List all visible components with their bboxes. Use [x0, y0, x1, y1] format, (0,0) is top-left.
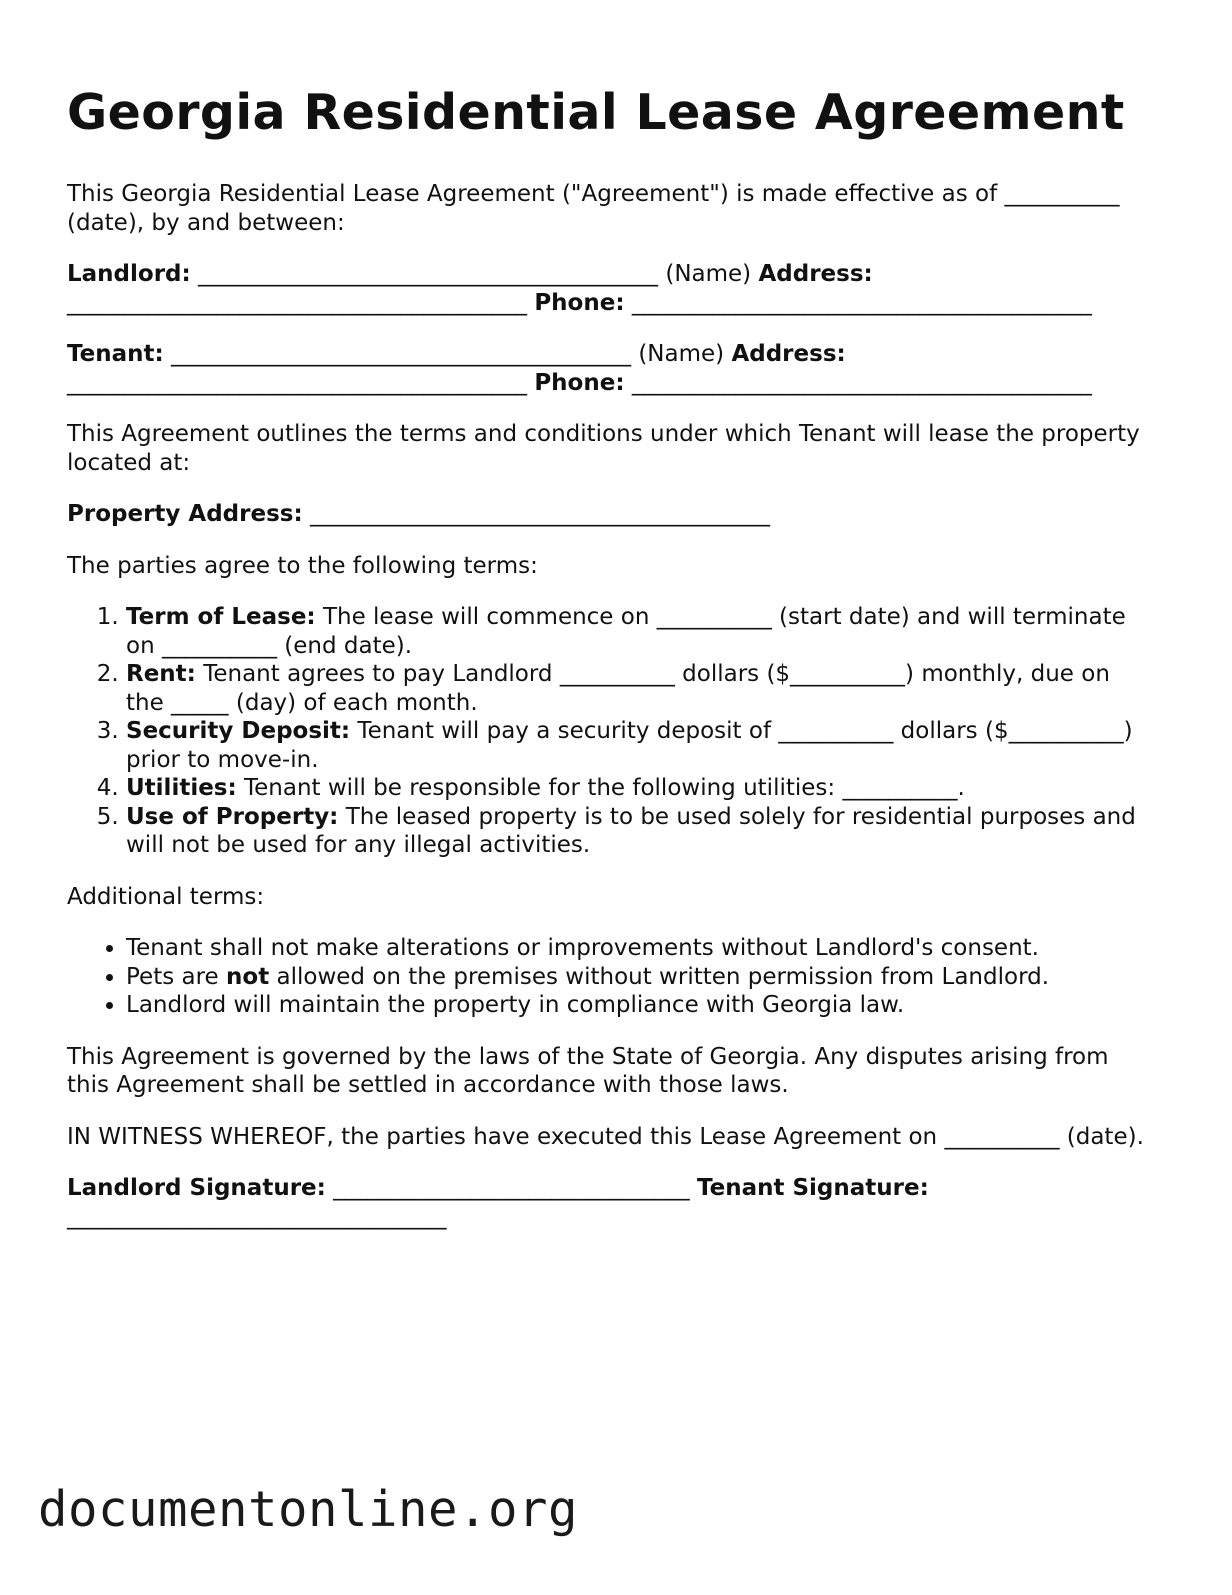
landlord-signature-blank[interactable]: _______________________________: [333, 1175, 690, 1201]
tenant-name-note: (Name): [638, 341, 725, 367]
tenant-signature-label: Tenant Signature:: [696, 1175, 929, 1201]
tenant-label: Tenant:: [67, 341, 164, 367]
term-text: The leased property is to be used solely for residential purposes and will not be used for any illegal activities.: [126, 803, 1136, 858]
property-address-label: Property Address:: [67, 501, 303, 527]
landlord-label: Landlord:: [67, 261, 191, 287]
landlord-address-blank[interactable]: ________________________________________: [67, 289, 527, 316]
additional-term-item: [126, 963, 1152, 992]
pets-text-after: allowed on the premises without written permission from Landlord.: [269, 963, 1050, 990]
landlord-block: [67, 260, 1152, 317]
term-text: Tenant will pay a security deposit of __________ dollars ($__________) prior to move-in.: [126, 718, 1133, 773]
tenant-address-blank[interactable]: ________________________________________: [67, 369, 527, 396]
term-label: Use of Property:: [126, 803, 339, 830]
tenant-block: [67, 340, 1152, 397]
tenant-address-label: Address:: [731, 341, 846, 367]
term-label: Utilities:: [126, 775, 237, 801]
terms-list: [67, 603, 1152, 860]
term-label: Security Deposit:: [126, 718, 351, 744]
additional-term-item: • Landlord will maintain the property in compliance with Georgia law.: [126, 991, 1152, 1020]
term-label: Term of Lease:: [126, 604, 316, 630]
property-address-line: [67, 500, 1152, 529]
pets-emphasis: not: [226, 963, 270, 990]
landlord-phone-label: Phone:: [534, 289, 625, 316]
site-watermark: documentonline.org: [38, 1481, 579, 1538]
document-title: Georgia Residential Lease Agreement: [67, 84, 1125, 141]
additional-terms-list: [67, 934, 1152, 1020]
tenant-phone-blank[interactable]: ________________________________________: [631, 369, 1092, 396]
term-item: [126, 603, 1152, 660]
term-text: Tenant agrees to pay Landlord __________ dollars ($__________) monthly, due on the _____ (day) of each month.: [126, 661, 1110, 716]
intro-text-before: This Georgia Residential Lease Agreement ("Agreement") is made effective as of: [67, 181, 1005, 207]
witness-paragraph: IN WITNESS WHEREOF, the parties have executed this Lease Agreement on __________ (date).: [67, 1123, 1144, 1150]
tenant-name-blank[interactable]: ________________________________________: [171, 341, 632, 367]
landlord-phone-blank[interactable]: ________________________________________: [631, 289, 1092, 316]
term-item: [126, 774, 1152, 803]
term-item: [126, 660, 1152, 717]
term-text: Tenant will be responsible for the following utilities: __________.: [236, 775, 965, 801]
term-item: [126, 803, 1152, 860]
tenant-phone-label: Phone:: [534, 369, 625, 396]
additional-terms-label: Additional terms:: [67, 883, 265, 910]
additional-term-item: • Tenant shall not make alterations or improvements without Landlord's consent.: [126, 934, 1152, 963]
governing-law-paragraph: This Agreement is governed by the laws of the State of Georgia. Any disputes arising from this Agreement shall be settled in accordance with those laws.: [67, 1043, 1109, 1098]
signature-block: [67, 1174, 1152, 1231]
landlord-name-note: (Name): [665, 261, 752, 287]
document-page: [67, 80, 1152, 1254]
landlord-address-label: Address:: [758, 261, 873, 287]
landlord-signature-label: Landlord Signature:: [67, 1175, 326, 1201]
tenant-signature-blank[interactable]: _________________________________: [67, 1203, 447, 1230]
term-text: The lease will commence on __________ (start date) and will terminate on __________ (end date).: [126, 604, 1126, 659]
terms-intro: The parties agree to the following terms:: [67, 552, 538, 579]
outline-paragraph: This Agreement outlines the terms and conditions under which Tenant will lease the property located at:: [67, 421, 1140, 476]
property-address-blank[interactable]: ________________________________________: [309, 501, 770, 527]
intro-paragraph: [67, 180, 1152, 237]
term-label: Rent:: [126, 661, 196, 687]
term-item: [126, 717, 1152, 774]
effective-date-blank[interactable]: __________: [1004, 181, 1120, 207]
pets-text-before: Pets are: [126, 963, 227, 990]
intro-text-after: (date), by and between:: [67, 209, 345, 236]
landlord-name-blank[interactable]: ________________________________________: [198, 261, 659, 287]
